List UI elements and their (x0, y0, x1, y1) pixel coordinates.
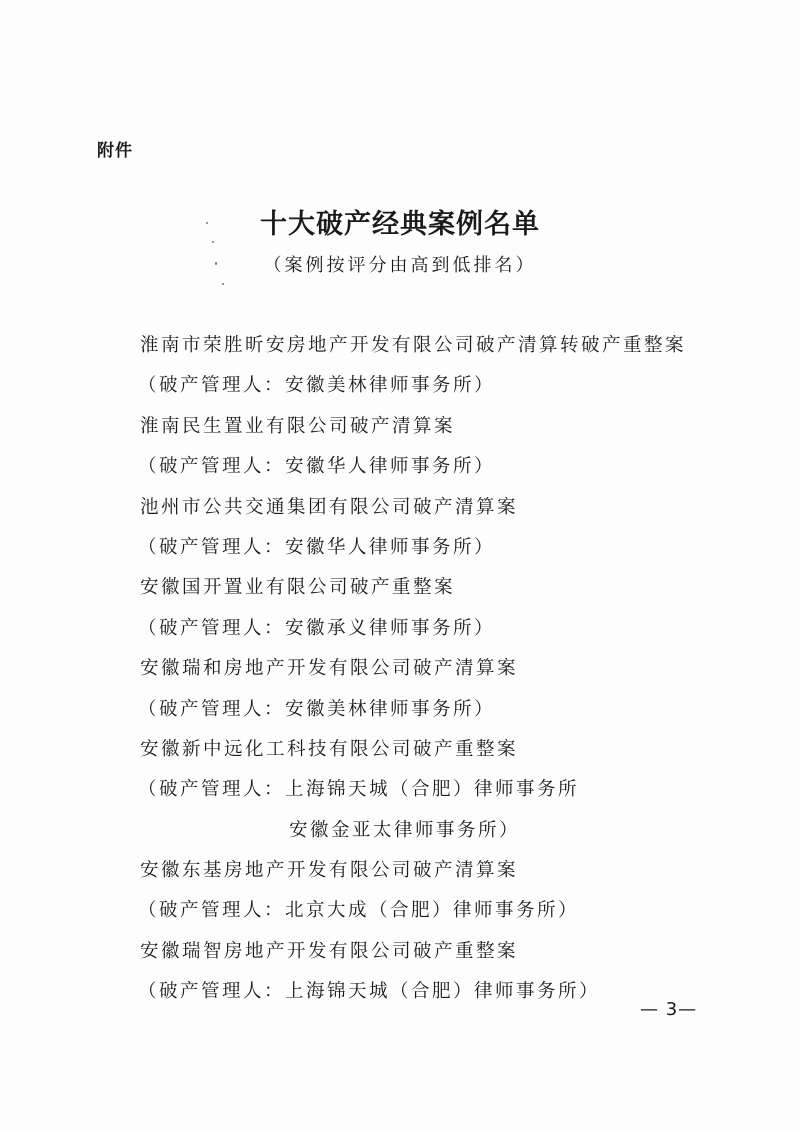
case-manager: （破产管理人：上海锦天城（合肥）律师事务所） (138, 981, 601, 1003)
case-manager-continued: 安徽金亚太律师事务所） (289, 819, 521, 841)
case-manager: （破产管理人：安徽美林律师事务所） (138, 375, 496, 397)
case-name: 淮南民生置业有限公司破产清算案 (140, 415, 456, 437)
case-name: 安徽新中远化工科技有限公司破产重整案 (140, 738, 519, 760)
case-name: 安徽东基房地产开发有限公司破产清算案 (140, 860, 519, 882)
document-subtitle: （案例按评分由高到低排名） (263, 255, 537, 276)
case-manager: （破产管理人：安徽华人律师事务所） (138, 536, 496, 558)
case-manager: （破产管理人：安徽美林律师事务所） (138, 698, 496, 720)
case-manager: （破产管理人：上海锦天城（合肥）律师事务所 (138, 779, 580, 801)
case-name: 淮南市荣胜昕安房地产开发有限公司破产清算转破产重整案 (140, 335, 687, 356)
attachment-label: 附件 (97, 141, 133, 161)
scan-speck (222, 283, 224, 285)
case-name: 安徽瑞和房地产开发有限公司破产清算案 (140, 658, 519, 680)
case-name: 安徽瑞智房地产开发有限公司破产重整案 (140, 940, 519, 962)
page-number: — 3— (640, 999, 698, 1020)
case-manager: （破产管理人：北京大成（合肥）律师事务所） (138, 900, 580, 922)
case-list (140, 326, 760, 1013)
case-manager: （破产管理人：安徽承义律师事务所） (138, 617, 496, 639)
scan-speck (212, 241, 214, 243)
case-name: 池州市公共交通集团有限公司破产清算案 (140, 496, 519, 518)
case-manager: （破产管理人：安徽华人律师事务所） (138, 456, 496, 478)
case-name: 安徽国开置业有限公司破产重整案 (140, 577, 456, 599)
document-title: 十大破产经典案例名单 (260, 209, 540, 240)
